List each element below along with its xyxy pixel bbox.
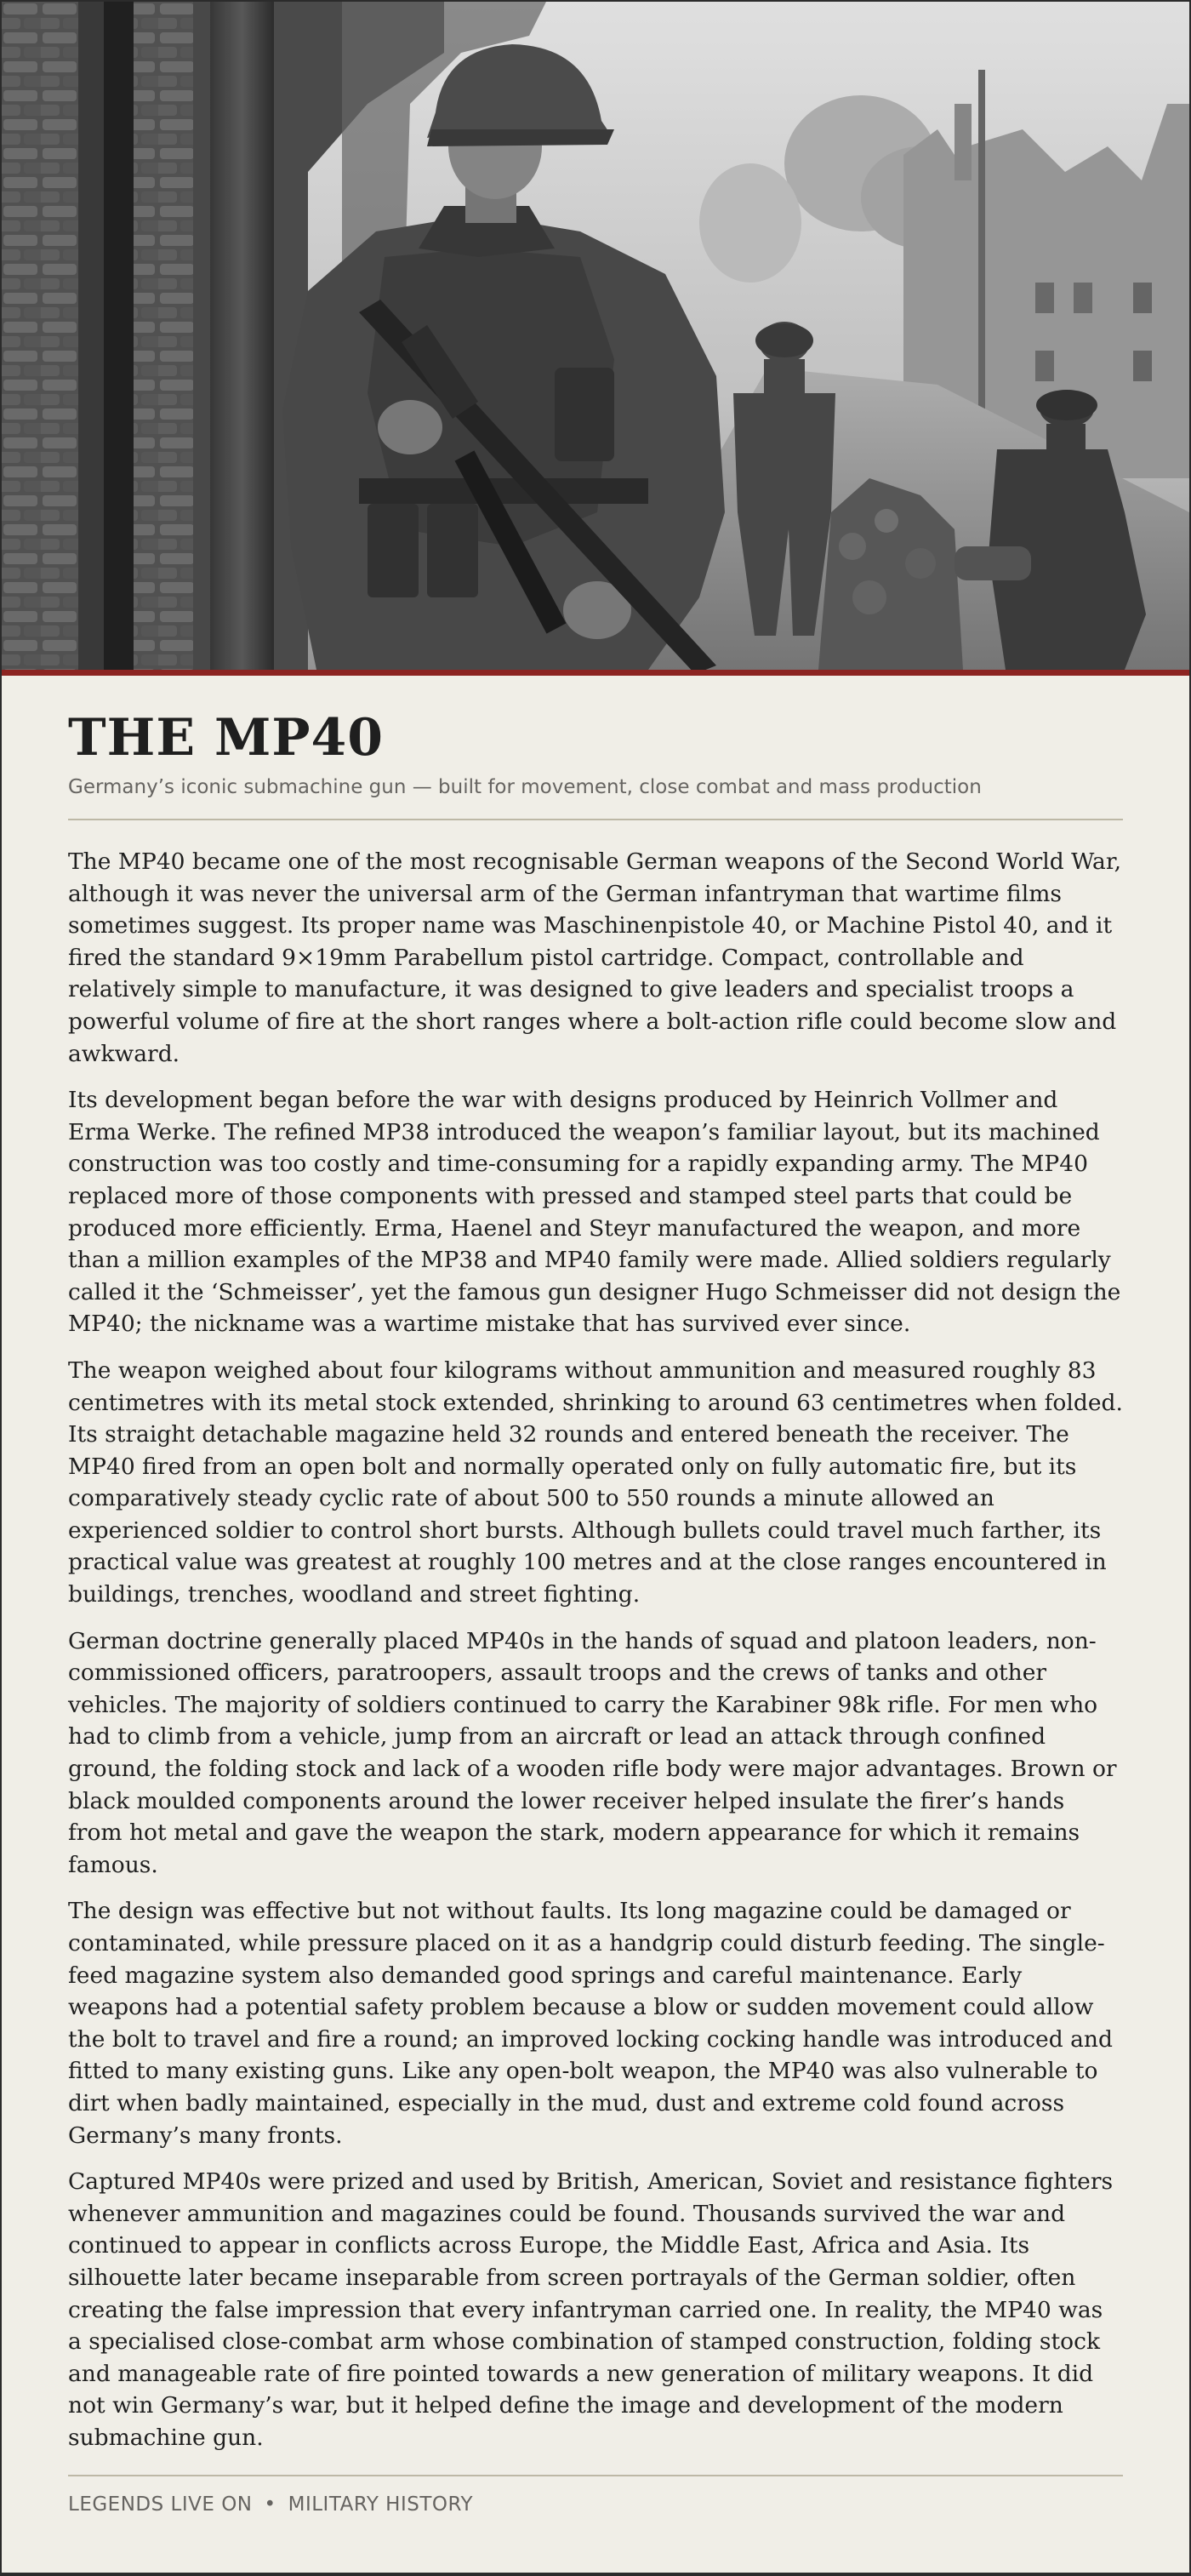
footer — [68, 2492, 1123, 2517]
article-page — [2, 2, 1189, 2573]
footer-category: MILITARY HISTORY — [288, 2493, 474, 2516]
article-content — [2, 676, 1189, 2517]
paragraph: The weapon weighed about four kilograms without ammunition and measured roughly 83 centimetres with its metal stock extended, shrinking to around 63 centimetres when folded. Its straight detachable magazine held 32 rounds and entered beneath the receiver. The MP40 fired from an open bolt and normally operated only on fully automatic fire, but its comparatively steady cyclic rate of about 500 to 550 rounds a minute allowed an experienced soldier to control short bursts. Although bullets could travel much farther, its practical value was greatest at roughly 100 metres and at the close ranges encountered in buildings, trenches, woodland and street fighting. — [68, 1357, 1123, 1608]
page-title: THE MP40 — [68, 708, 384, 768]
hero-photo — [2, 2, 1189, 670]
footer-divider — [68, 2475, 1123, 2476]
paragraph: German doctrine generally placed MP40s in the hands of squad and platoon leaders, non-commissioned officers, paratroopers, assault troops and the crews of tanks and other vehicles. The majority of soldiers continued to carry the Karabiner 98k rifle. For men who had to climb from a vehicle, jump from an aircraft or lead an attack through confined ground, the folding stock and lack of a wooden rifle body were major advantages. Brown or black moulded components around the lower receiver helped insulate the firer’s hands from hot metal and gave the weapon the stark, modern appearance for which it remains famous. — [68, 1627, 1117, 1878]
paragraph: The design was effective but not without faults. Its long magazine could be damaged or contaminated, while pressure placed on it as a handgrip could disturb feeding. The single-feed magazine system also demanded good springs and careful maintenance. Early weapons had a potential safety problem because a blow or sudden movement could allow the bolt to travel and fire a round; an improved locking cocking handle was introduced and fitted to many existing guns. Like any open-bolt weapon, the MP40 was also vulnerable to dirt when badly maintained, especially in the mud, dust and extreme cold found across Germany’s many fronts. — [68, 1898, 1113, 2149]
footer-separator: • — [264, 2493, 276, 2516]
paragraph: Its development began before the war with designs produced by Heinrich Vollmer and Erma Werke. The refined MP38 introduced the weapon’s familiar layout, but its machined construction was too costly and time-consuming for a rapidly expanding army. The MP40 replaced more of those components with pressed and stamped steel parts that could be produced more efficiently. Erma, Haenel and Steyr manufactured the weapon, and more than a million examples of the MP38 and MP40 family were made. Allied soldiers regularly called it the ‘Schmeisser’, yet the famous gun designer Hugo Schmeisser did not design the MP40; the nickname was a wartime mistake that has survived ever since. — [68, 1087, 1121, 1338]
paragraph: The MP40 became one of the most recognisable German weapons of the Second World War, although it was never the universal arm of the German infantryman that wartime films sometimes suggest. Its proper name was Maschinenpistole 40, or Machine Pistol 40, and it fired the standard 9×19mm Parabellum pistol cartridge. Compact, controllable and relatively simple to manufacture, it was designed to give leaders and specialist troops a powerful volume of fire at the short ranges where a bolt-action rifle could become slow and awkward. — [68, 848, 1122, 1067]
paragraph: Captured MP40s were prized and used by British, American, Soviet and resistance fighters whenever ammunition and magazines could be found. Thousands survived the war and continued to appear in conflicts across Europe, the Middle East, Africa and Asia. Its silhouette later became inseparable from screen portrayals of the German soldier, often creating the false impression that every infantryman carried one. In reality, the MP40 was a specialised close-combat arm whose combination of stamped construction, folding stock and manageable rate of fire pointed towards a new generation of military weapons. It did not win Germany’s war, but it helped define the image and development of the modern submachine gun. — [68, 2168, 1114, 2451]
accent-bar — [2, 670, 1189, 676]
divider — [68, 819, 1123, 820]
page-subtitle: Germany’s iconic submachine gun — built for movement, close combat and mass production — [68, 776, 982, 798]
footer-brand: LEGENDS LIVE ON — [68, 2493, 253, 2516]
article-body — [68, 846, 1123, 2454]
